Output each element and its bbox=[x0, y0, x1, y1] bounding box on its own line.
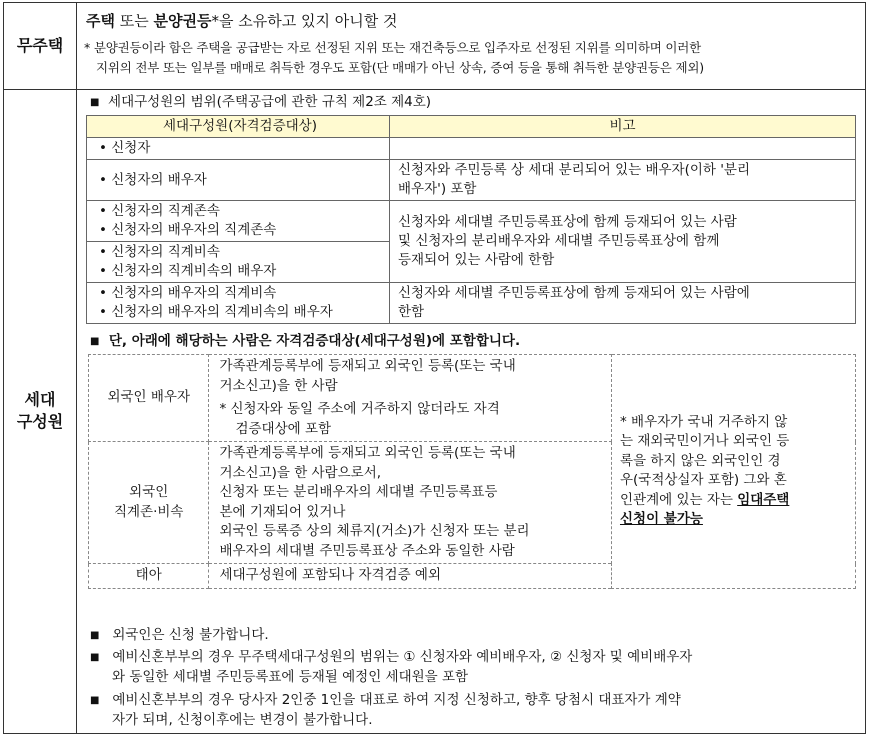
presale-note-line1: * 분양권등이라 함은 주택을 공급받는 자로 선정된 지위 또는 재건축등으로 입주자로 선정된 지위를 의미하며 이러한 bbox=[84, 40, 702, 55]
square-bullet-icon: ■ bbox=[90, 336, 100, 347]
square-bullet-icon: ■ bbox=[90, 695, 100, 706]
section-label-line2: 구성원 bbox=[16, 412, 64, 431]
section-label-line1: 세대 bbox=[24, 390, 56, 410]
fetus-desc: 세대구성원에 포함되나 자격검증 예외 bbox=[209, 564, 612, 589]
member-line: • 신청자의 배우자의 직계비속 bbox=[99, 285, 277, 301]
desc-line: 거소신고)을 한 사람 bbox=[219, 377, 338, 394]
title-mid: 또는 bbox=[114, 12, 154, 30]
remark-lineal bbox=[390, 201, 856, 283]
bullet-text: 예비신혼부부의 경우 당사자 2인중 1인을 대표로 하여 지정 신청하고, 향후 당첨시 대표자가 계약 bbox=[112, 692, 681, 708]
table-row bbox=[87, 201, 856, 242]
remark-spouse-descendants bbox=[390, 283, 856, 324]
scope-heading bbox=[90, 93, 431, 112]
member-descendants bbox=[87, 242, 390, 283]
title-bold-presale: 분양권등 bbox=[153, 12, 212, 30]
square-bullet-icon: ■ bbox=[90, 97, 100, 108]
note-line: 는 재외국민이거나 외국인 등 bbox=[619, 433, 790, 450]
included-heading-text: 단, 아래에 해당하는 사람은 자격검증대상(세대구성원)에 포함합니다. bbox=[108, 333, 521, 349]
fetus-label: 태아 bbox=[89, 564, 209, 589]
member-line: • 신청자의 직계비속 bbox=[99, 244, 220, 260]
member-spouse-descendants bbox=[87, 283, 390, 324]
bullet-engaged-scope-cont: 와 동일한 세대별 주민등록표에 등재될 예정인 세대원을 포함 bbox=[112, 669, 469, 685]
square-bullet-icon: ■ bbox=[90, 630, 100, 641]
foreign-spouse-label: 외국인 배우자 bbox=[89, 355, 209, 442]
member-line: • 신청자의 직계존속 bbox=[99, 203, 220, 219]
member-ascendants bbox=[87, 201, 390, 242]
member-line: • 신청자의 배우자의 직계존속 bbox=[99, 222, 277, 238]
note-line: * 배우자가 국내 거주하지 않 bbox=[619, 413, 788, 430]
foreign-spouse-desc bbox=[209, 355, 612, 442]
remark-line: 신청자와 주민등록 상 세대 분리되어 있는 배우자(이하 '분리 bbox=[398, 162, 751, 178]
note-emphasis: 임대주택 bbox=[737, 491, 790, 508]
remark-line: 한함 bbox=[398, 304, 425, 320]
note-line: 우(국적상실자 포함) 그와 혼 bbox=[619, 472, 787, 489]
note-line: 록을 하지 않은 외국인인 경 bbox=[619, 452, 781, 469]
desc-line: 본에 기재되어 있거나 bbox=[219, 503, 346, 520]
desc-note: 검증대상에 포함 bbox=[235, 420, 332, 437]
presale-note-line2: 지위의 전부 또는 일부를 매매로 취득한 경우도 포함(단 매매가 아닌 상속, 증여 등을 통해 취득한 분양권등은 제외) bbox=[96, 60, 704, 75]
header-remark: 비고 bbox=[390, 116, 856, 138]
desc-line: 거소신고)을 한 사람으로서, bbox=[219, 464, 382, 481]
remark-spouse bbox=[390, 160, 856, 201]
scope-heading-text: 세대구성원의 범위(주택공급에 관한 규칙 제2조 제4호) bbox=[108, 94, 432, 110]
desc-line: 외국인 등록증 상의 체류지(거소)가 신청자 또는 분리 bbox=[219, 523, 530, 539]
note-text: 인관계에 있는 자는 bbox=[619, 491, 738, 508]
table-header-row bbox=[87, 116, 856, 138]
header-member: 세대구성원(자격검증대상) bbox=[87, 116, 390, 138]
bullet-engaged-representative bbox=[90, 691, 681, 710]
remark-line: 배우자') 포함 bbox=[398, 181, 477, 197]
label-line: 외국인 bbox=[129, 484, 169, 500]
title-bold-house: 주택 bbox=[86, 12, 115, 30]
desc-line: 가족관계등록부에 등재되고 외국인 등록(또는 국내 bbox=[219, 445, 516, 461]
member-line: • 신청자의 직계비속의 배우자 bbox=[99, 263, 277, 279]
foreign-note bbox=[611, 355, 855, 589]
table-row bbox=[89, 355, 856, 442]
bullet-text: 예비신혼부부의 경우 무주택세대구성원의 범위는 ① 신청자와 예비배우자, ② 신청자 및 예비배우자 bbox=[112, 649, 693, 665]
bullet-engaged-representative-cont: 자가 되며, 신청이후에는 변경이 불가합니다. bbox=[112, 712, 373, 728]
member-applicant: • 신청자 bbox=[87, 138, 390, 160]
section-label-no-house bbox=[4, 3, 77, 89]
foreign-members-table bbox=[88, 354, 856, 589]
foreign-lineal-desc bbox=[209, 442, 612, 564]
desc-line: 신청자 또는 분리배우자의 세대별 주민등록표등 bbox=[219, 484, 498, 500]
remark-line: 및 신청자의 분리배우자와 세대별 주민등록표상에 함께 bbox=[398, 233, 720, 249]
title-rest: *을 소유하고 있지 아니할 것 bbox=[211, 12, 398, 30]
desc-line: 배우자의 세대별 주민등록표상 주소와 동일한 사람 bbox=[219, 542, 515, 559]
remark-line: 신청자와 세대별 주민등록표상에 함께 등재되어 있는 사람에 bbox=[398, 285, 750, 301]
section-divider bbox=[4, 89, 865, 90]
remark-empty bbox=[390, 138, 856, 160]
remark-line: 등재되어 있는 사람에 한함 bbox=[398, 252, 555, 268]
table-row bbox=[87, 138, 856, 160]
member-spouse: • 신청자의 배우자 bbox=[87, 160, 390, 201]
member-line: • 신청자의 배우자의 직계비속의 배우자 bbox=[99, 304, 333, 320]
bullet-engaged-scope bbox=[90, 648, 692, 667]
no-house-title bbox=[86, 12, 397, 30]
section-label-household bbox=[4, 89, 77, 733]
square-bullet-icon: ■ bbox=[90, 652, 100, 663]
desc-line: 가족관계등록부에 등재되고 외국인 등록(또는 국내 bbox=[219, 358, 516, 374]
section-label-text: 무주택 bbox=[16, 36, 64, 56]
bullet-foreigner bbox=[90, 626, 269, 645]
eligibility-table bbox=[3, 2, 866, 734]
label-line: 직계존·비속 bbox=[113, 503, 184, 520]
household-scope-table bbox=[86, 115, 856, 324]
bullet-text: 외국인은 신청 불가합니다. bbox=[112, 627, 269, 643]
remark-line: 신청자와 세대별 주민등록표상에 함께 등재되어 있는 사람 bbox=[398, 214, 737, 230]
table-row bbox=[87, 283, 856, 324]
included-heading bbox=[90, 332, 520, 351]
note-line bbox=[620, 491, 847, 511]
table-row bbox=[87, 160, 856, 201]
foreign-lineal-label bbox=[89, 442, 209, 564]
desc-note: * 신청자와 동일 주소에 거주하지 않더라도 자격 bbox=[219, 401, 500, 417]
note-emphasis: 신청이 불가능 bbox=[619, 511, 703, 528]
